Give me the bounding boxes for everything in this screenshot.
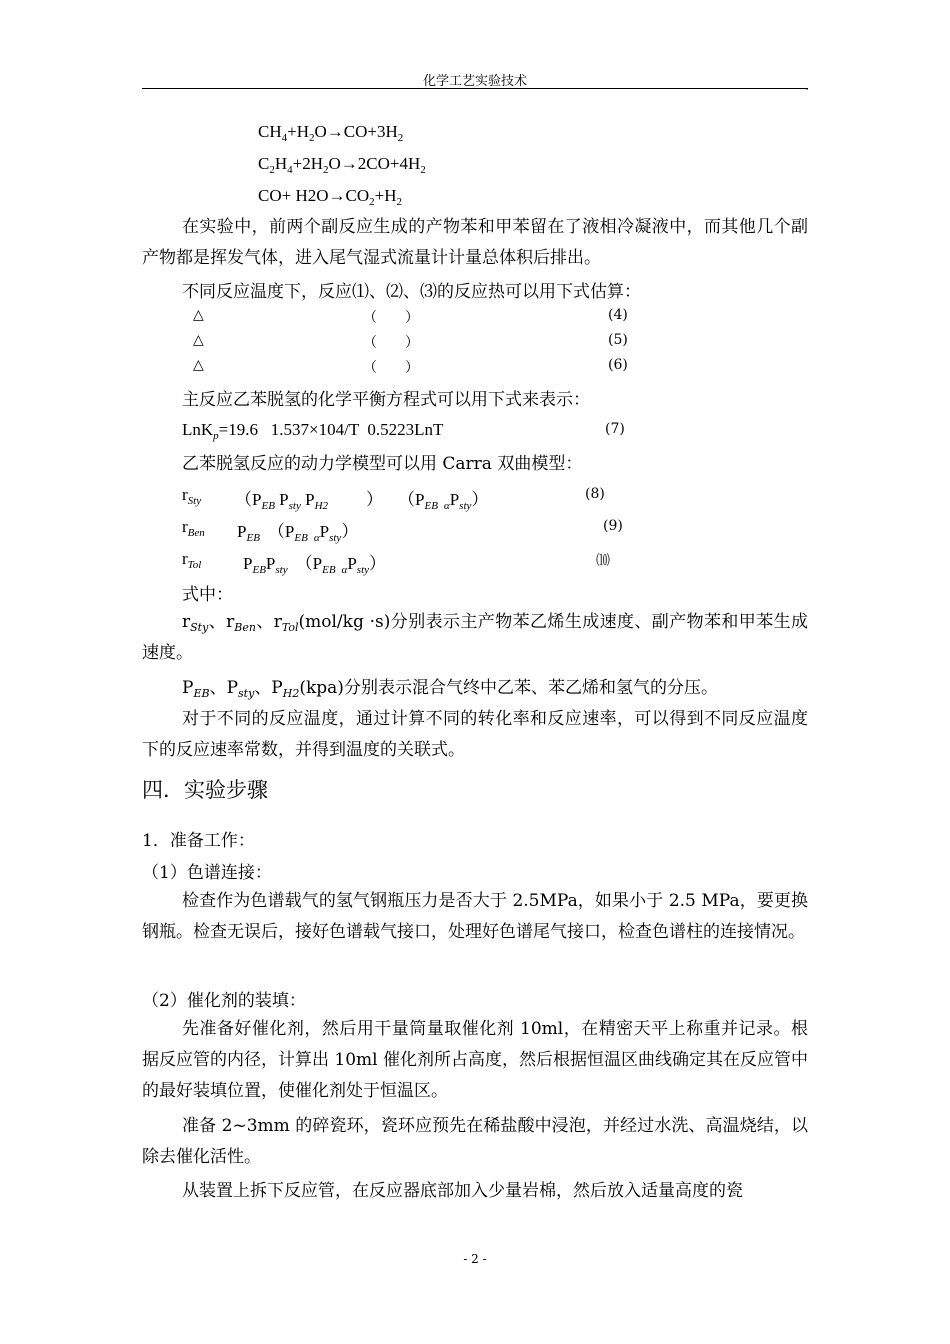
equation-7: LnK$_p$=19.6 1.537×104/T 0.5223LnT (182, 420, 444, 442)
paragraph-side-products: 在实验中，前两个副反应生成的产物苯和甲苯留在了液相冷凝液中，而其他几个副产物都是挥发气体，进入尾气湿式流量计计量总体积后排出。 (142, 217, 808, 268)
header-mark: , (806, 82, 809, 92)
paragraph-equilibrium: 主反应乙苯脱氢的化学平衡方程式可以用下式来表示： (182, 390, 590, 410)
rate-equation-10-body: $P_{EB}P_{sty}$ （$P_{EB}$ $_\alpha P_{sty}$） (243, 554, 387, 576)
rate-equation-9-number: (9) (603, 518, 623, 534)
heat-formula-6-delta: △ (193, 357, 204, 373)
paragraph-catalyst-prep: 先准备好催化剂，然后用干量筒量取催化剂 10ml，在精密天平上称重并记录。根据反应管的内径，计算出 10ml 催化剂所占高度，然后根据恒温区曲线确定其在反应管中的最好装填位置，使催化剂处于恒温区。 (142, 1019, 808, 1101)
paragraph-reactor-tube: 从装置上拆下反应管，在反应器底部加入少量岩棉，然后放入适量高度的瓷 (182, 1181, 743, 1201)
heat-formula-6-number: (6) (608, 357, 628, 373)
paragraph-kinetic-model: 乙苯脱氢反应的动力学模型可以用 Carra 双曲模型： (182, 454, 583, 474)
heat-formula-4-number: (4) (608, 307, 628, 323)
page-header-title: 化学工艺实验技术 (422, 74, 527, 89)
where-label: 式中： (182, 585, 233, 605)
paragraph-reaction-heat: 不同反应温度下，反应⑴、⑵、⑶的反应热可以用下式估算： (182, 282, 641, 302)
heat-formula-4-delta: △ (193, 307, 204, 323)
definition-pressures: $P_{EB}$、$P_{sty}$、$P_{H2}(kpa)$分别表示混合气终中乙苯、苯乙烯和氢气的分压。 (182, 678, 718, 700)
paragraph-rate-constants: 对于不同的反应温度，通过计算不同的转化率和反应速率，可以得到不同反应温度下的反应速率常数，并得到温度的关联式。 (142, 709, 808, 760)
equation-ch4: $CH_4+H_2O\to CO+3H_2$ (258, 122, 404, 144)
rate-equation-8: $r_{Sty}$ (182, 485, 202, 507)
rate-equation-8-close: ） (366, 490, 383, 509)
paragraph-chromatograph-check: 检查作为色谱载气的氢气钢瓶压力是否大于 2.5MPa，如果小于 2.5 MPa，要更换钢瓶。检查无误后，接好色谱载气接口，处理好色谱尾气接口，检查色谱柱的连接情况。 (142, 891, 808, 942)
rate-equation-8-numerator: （$P_{EB}$ $P_{sty}$ $P_{H2}$ (235, 490, 329, 512)
heat-formula-5-delta: △ (193, 332, 204, 348)
heat-formula-5-paren: （ ） (363, 335, 419, 351)
section-heading-experiment-steps: 四．实验步骤 (142, 778, 268, 802)
step-preparation: 1．准备工作： (142, 831, 255, 851)
rate-equation-8-number: (8) (585, 486, 605, 502)
heat-formula-6-paren: （ ） (363, 360, 419, 376)
header-rule (142, 88, 808, 89)
rate-equation-9-body: $P_{EB}$ （$P_{EB}$ $_\alpha P_{sty}$） (237, 522, 359, 544)
rate-equation-10-number: ⑽ (596, 553, 610, 569)
equation-7-number: (7) (605, 421, 625, 437)
heat-formula-4-paren: （ ） (363, 310, 419, 326)
substep-chromatograph: （1）色谱连接： (142, 863, 272, 883)
definition-rates: $r_{Sty}$、$r_{Ben}$、$r_{Tol}(mol/kg \cdot s)$分别表示主产物苯乙烯生成速度、副产物苯和甲苯生成速度。 (142, 612, 808, 663)
rate-equation-8-denominator: （$P_{EB}$ $_\alpha P_{sty}$） (398, 490, 489, 512)
substep-catalyst-loading: （2）催化剂的装填： (142, 991, 306, 1011)
rate-equation-9: $r_{Ben}$ (182, 517, 205, 539)
equation-c2h4: $C_2H_4+2H_2O\to 2CO+4H_2$ (258, 154, 426, 176)
page-number: - 2 - (463, 1252, 487, 1266)
heat-formula-5-number: (5) (608, 332, 628, 348)
paragraph-ceramic-rings: 准备 2~3mm 的碎瓷环，瓷环应预先在稀盐酸中浸泡，并经过水洗、高温烧结，以除去催化活性。 (142, 1116, 808, 1167)
equation-co-shift: $CO+ H2O\to CO_2+H_2$ (258, 186, 402, 208)
rate-equation-10: $r_{Tol}$ (182, 549, 202, 571)
